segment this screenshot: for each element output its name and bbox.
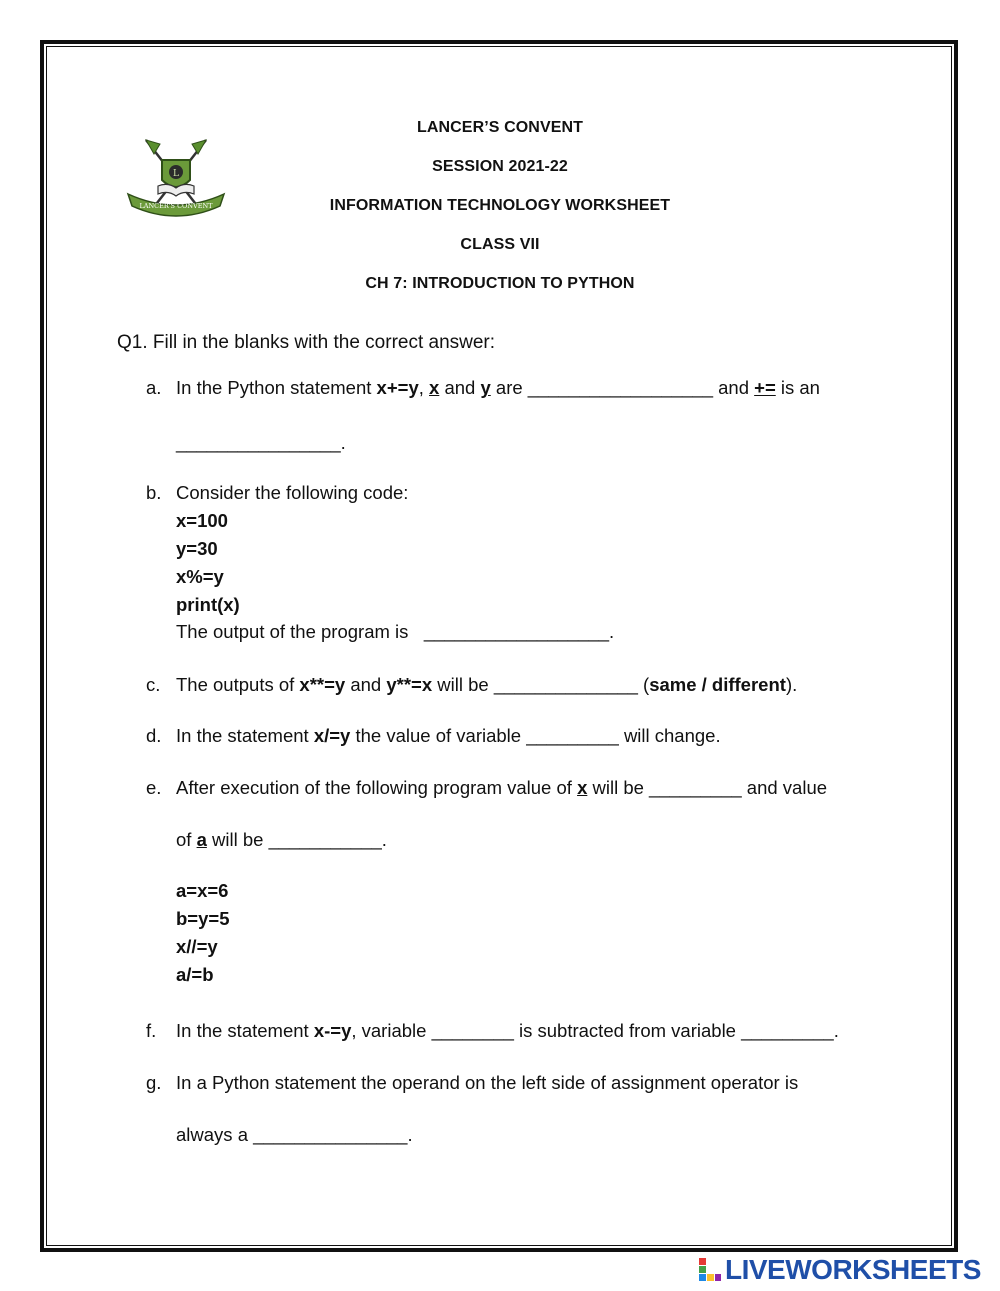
item-d-letter: d.	[146, 725, 162, 746]
class-label: CLASS VII	[460, 236, 540, 253]
svg-text:L: L	[173, 169, 179, 179]
item-e-code-line: b=y=5	[176, 908, 230, 929]
item-a-line2-blank[interactable]: ________________.	[176, 432, 346, 453]
session: SESSION 2021-22	[432, 158, 568, 175]
question-title: Q1. Fill in the blanks with the correct answer:	[117, 332, 496, 353]
item-g-letter: g.	[146, 1072, 162, 1093]
item-c-line[interactable]: The outputs of x**=y and y**=x will be ______________ (same / different).	[176, 674, 798, 695]
item-b-output[interactable]: The output of the program is __________________.	[176, 621, 615, 642]
item-b-code-line: print(x)	[176, 594, 240, 615]
item-c-letter: c.	[146, 674, 161, 695]
item-g-line1: In a Python statement the operand on the left side of assignment operator is	[176, 1072, 799, 1093]
item-b-letter: b.	[146, 482, 162, 503]
item-e-code-line: a/=b	[176, 964, 214, 985]
worksheet-title: INFORMATION TECHNOLOGY WORKSHEET	[329, 197, 671, 214]
item-a-letter: a.	[146, 377, 162, 398]
watermark-text: LIVEWORKSHEETS	[725, 1254, 981, 1285]
crest-banner-text: LANCER'S CONVENT	[139, 202, 213, 210]
item-e-line2[interactable]: of a will be ___________.	[176, 829, 387, 850]
item-e-code-line: x//=y	[176, 936, 218, 957]
item-d-line[interactable]: In the statement x/=y the value of variable _________ will change.	[176, 725, 721, 746]
chapter-title: CH 7: INTRODUCTION TO PYTHON	[365, 275, 635, 292]
item-g-line2-blank[interactable]: always a _______________.	[176, 1124, 413, 1145]
item-e-letter: e.	[146, 777, 162, 798]
item-b-intro: Consider the following code:	[176, 482, 409, 503]
item-e-line1[interactable]: After execution of the following program value of x will be _________ and value	[176, 777, 828, 798]
item-f-letter: f.	[146, 1020, 157, 1041]
liveworksheets-logo-icon	[697, 1254, 723, 1286]
page-border-inner	[46, 46, 952, 1246]
item-b-code-line: x=100	[176, 510, 228, 531]
school-name: LANCER’S CONVENT	[416, 119, 584, 136]
item-f-line[interactable]: In the statement x-=y, variable ________ is subtracted from variable _________.	[176, 1020, 839, 1041]
item-e-code-line: a=x=6	[176, 880, 229, 901]
item-a-line1: In the Python statement x+=y, x and y are __________________ and += is an	[176, 377, 820, 398]
item-b-code-line: x%=y	[176, 566, 224, 587]
item-b-code-line: y=30	[176, 538, 218, 559]
